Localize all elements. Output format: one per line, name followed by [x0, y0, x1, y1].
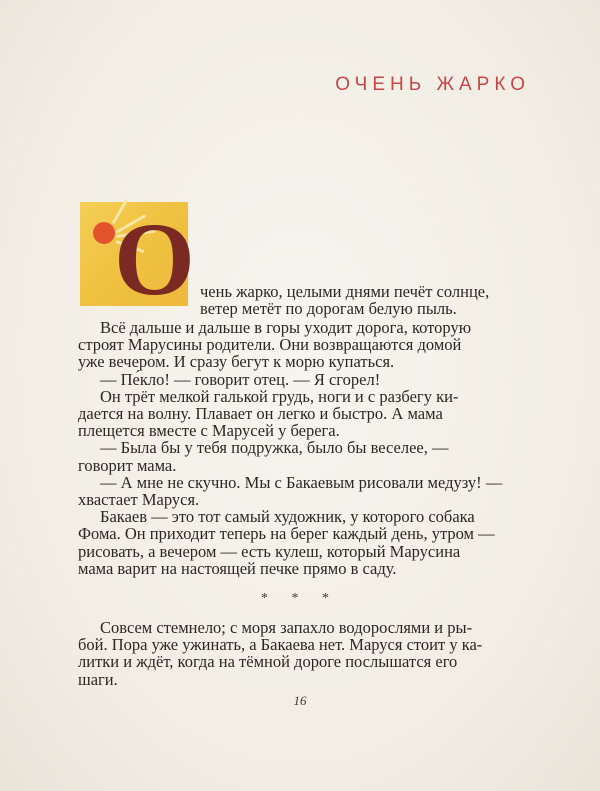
text-line: Он трёт мелкой галькой грудь, ноги и с разбегу ки-: [100, 386, 459, 406]
closing-paragraph: [78, 619, 530, 688]
text-line: строят Марусины родители. Они возвращаются домой: [78, 335, 462, 355]
text-line: бой. Пора уже ужинать, а Бакаева нет. Маруся стоит у ка-: [78, 635, 483, 655]
text-line: чень жарко, целыми днями печёт солнце,: [200, 282, 490, 301]
body-text: [78, 319, 530, 577]
text-line: Фома. Он приходит теперь на берег каждый день, утром —: [78, 524, 495, 544]
text-line: ветер метёт по дорогам белую пыль.: [200, 299, 457, 319]
text-line: Всё дальше и дальше в горы уходит дорога, которую: [100, 318, 472, 337]
text-line: говорит мама.: [78, 455, 177, 475]
drop-cap-illustration: [80, 202, 195, 317]
chapter-title: ОЧЕНЬ ЖАРКО: [335, 74, 530, 95]
text-line: — Пе́кло! — говорит отец. — Я сгорел!: [100, 369, 381, 389]
text-line: плещется вместе с Марусей у берега.: [78, 421, 340, 441]
page-number: 16: [293, 693, 307, 708]
text-line: дается на волну. Плавает он легко и быстро. А мама: [78, 404, 443, 424]
text-line: Бакаев — это тот самый художник, у которого собака: [100, 507, 475, 527]
text-line: рисовать, а вечером — есть кулеш, который Марусина: [78, 541, 461, 561]
text-line: шаги.: [78, 669, 118, 689]
text-line: мама варит на настоящей печке прямо в саду.: [78, 558, 397, 578]
sun-icon: [93, 222, 115, 244]
text-line: хвастает Маруся.: [78, 490, 200, 510]
text-line: Совсем стемнело; с моря запахло водорослями и ры-: [100, 618, 473, 637]
first-paragraph: [200, 283, 530, 317]
drop-cap-letter: О: [114, 202, 195, 317]
text-line: литки и ждёт, когда на тёмной дороге послышатся его: [78, 652, 458, 672]
section-separator: * * *: [261, 591, 339, 606]
text-line: — Была бы у тебя подружка, было бы веселее, —: [100, 438, 449, 458]
text-line: уже вечером. И сразу бегут к морю купаться.: [78, 352, 395, 372]
text-line: — А мне не скучно. Мы с Бакаевым рисовали медузу! —: [100, 472, 503, 492]
